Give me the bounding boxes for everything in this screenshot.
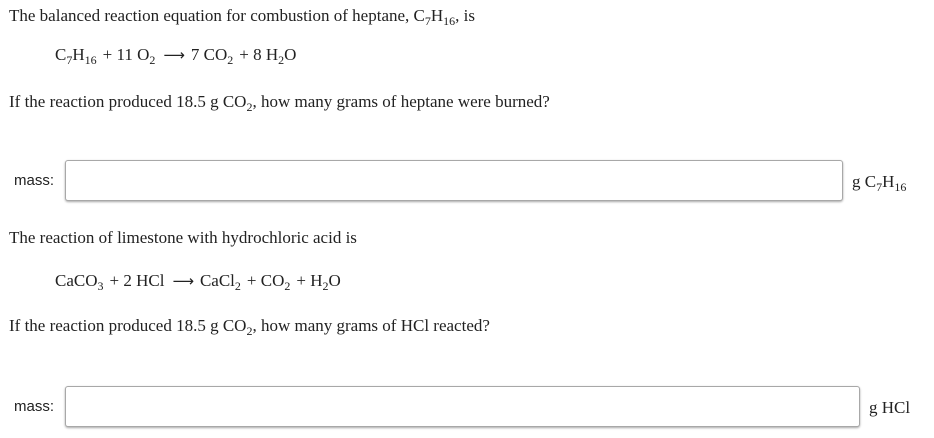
q1-prompt: If the reaction produced 18.5 g $CO_2$, how many grams of heptane were burned?	[9, 92, 550, 114]
q1-mass-label: mass:	[14, 172, 55, 189]
heptane-formula: $C_7H_{16}$	[413, 6, 456, 28]
reaction-arrow-icon: ⟶	[172, 272, 194, 290]
q2-intro: The reaction of limestone with hydrochloric acid is	[9, 228, 357, 247]
q2-equation: CaCO$_3$ + 2 HCl ⟶ CaCl$_2$ + $CO_2 + H_2O$	[55, 271, 341, 293]
q1-intro: The balanced reaction equation for combustion of heptane, $C_7H_{16}$, is	[9, 6, 476, 28]
q1-unit: g $C_7H_{16}$	[852, 172, 907, 194]
q1-equation: $C_7H_{16} + 11$ $O_2$ ⟶ 7 $CO_2 + 8$ $H_2O$	[55, 45, 297, 67]
q2-mass-label: mass:	[14, 398, 55, 415]
q2-mass-input[interactable]	[65, 386, 860, 427]
reaction-arrow-icon: ⟶	[163, 46, 185, 64]
q2-unit: g HCl	[869, 398, 911, 417]
q2-prompt: If the reaction produced 18.5 g $CO_2$, how many grams of HCl reacted?	[9, 316, 490, 338]
q1-mass-input[interactable]	[65, 160, 843, 201]
